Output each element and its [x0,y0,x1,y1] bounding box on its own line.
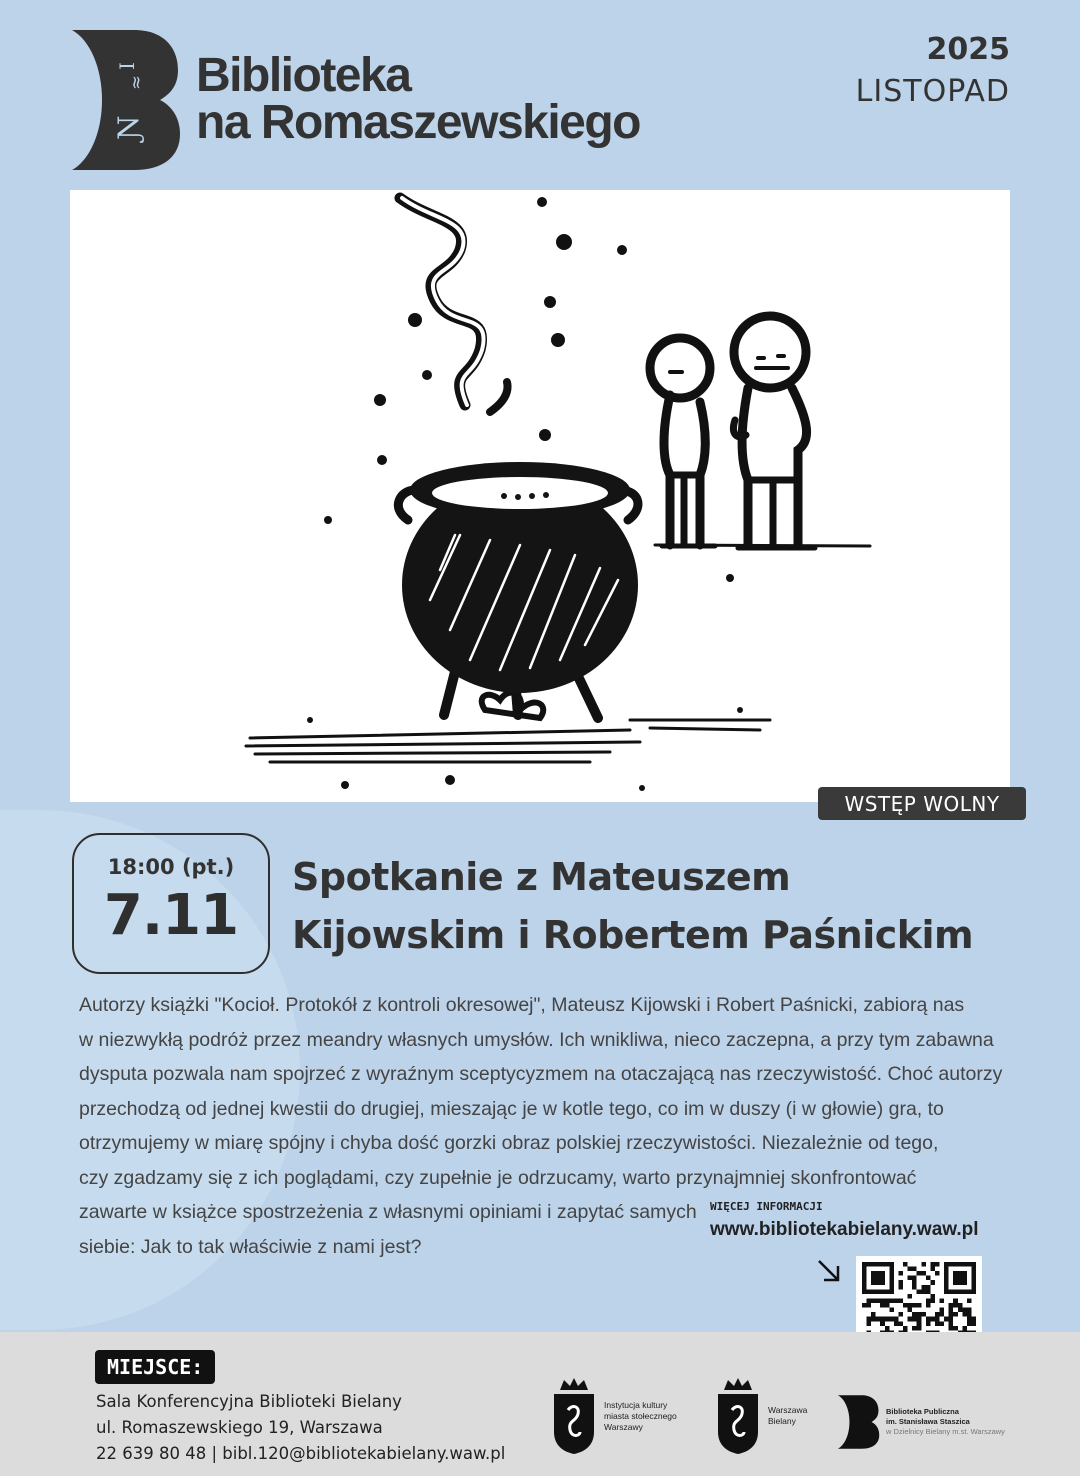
library-logo-icon [838,1394,880,1450]
event-time: 18:00 (pt.) [107,855,235,879]
library-logo-icon [72,30,182,170]
sponsor-public-library-text: Biblioteka Publiczna im. Stanisława Staszica w Dzielnicy Bielany m.st. Warszawy [886,1407,1005,1436]
description-line: przechodzą od jednej kwestii do drugiej, mieszając je w kotle tego, co im w duszy (i w głowie) gra, to [79,1097,944,1120]
place-label: MIEJSCE: [95,1350,215,1384]
warsaw-coat-of-arms-icon [550,1376,598,1456]
library-name-line1: Biblioteka [196,49,411,102]
sponsor-warsaw-city-text: Instytucja kultury miasta stołecznego Warszawy [604,1399,677,1432]
event-date-box [72,833,270,974]
svg-text:≈: ≈ [126,74,147,90]
sponsor-bielany-text: Warszawa Bielany [768,1405,808,1426]
event-title [292,848,1032,964]
venue-address: ul. Romaszewskiego 19, Warszawa [96,1418,383,1437]
description-line: siebie: Jak to tak właściwie z nami jest? [79,1235,422,1258]
event-date: 7.11 [103,883,239,948]
description-line: w niezwykłą podróż przez meandry własnych umysłów. Ich wnikliwa, nieco zaczepna, a przy tym zabawna [79,1028,994,1051]
arrow-down-right-icon [816,1258,842,1284]
free-entry-badge: WSTĘP WOLNY [818,787,1026,820]
sponsor-public-library [838,1394,1005,1450]
year: 2025 [926,32,1010,67]
description-line: zawarte w książce spostrzeżenia z własnymi opiniami i zapytać samych [79,1201,697,1223]
event-title-line1: Spotkanie z Mateuszem [292,855,791,899]
month: LISTOPAD [855,74,1010,109]
warsaw-coat-of-arms-icon [714,1376,762,1456]
description-line: dysputa pozwala nam spojrzeć z wyraźnym sceptycyzmem na otaczającą nas rzeczywistość. Choć autorzy [79,1063,1003,1085]
sponsor-warsaw-city [550,1376,677,1456]
event-illustration [70,190,1010,802]
more-info-label: WIĘCEJ INFORMACJI [710,1200,823,1213]
svg-text:I: I [115,62,139,70]
event-title-line2: Kijowskim i Robertem Paśnickim [292,913,974,957]
svg-text:Ɲ: Ɲ [112,115,145,140]
sponsor-bielany-district [714,1376,807,1456]
description-line: czy zgadzamy się z ich poglądami, czy zupełnie je odrzucamy, warto przynajmniej skonfrontować [79,1166,917,1189]
venue-name: Sala Konferencyjna Biblioteki Bielany [96,1392,402,1411]
more-info-url[interactable]: www.bibliotekabielany.waw.pl [710,1219,979,1240]
venue-contact: 22 639 80 48 | bibl.120@bibliotekabielany.waw.pl [96,1444,506,1463]
library-name [196,49,640,149]
cauldron-and-two-figures-drawing [70,190,1010,802]
library-name-line2: na Romaszewskiego [196,96,640,149]
description-line: otrzymujemy w miarę spójny i chyba dość gorzki obraz polskiej rzeczywistości. Niezależnie od tego, [79,1132,939,1154]
description-line: Autorzy książki "Kocioł. Protokół z kontroli okresowej", Mateusz Kijowski i Robert Paśnicki, zabiorą nas [79,994,965,1016]
